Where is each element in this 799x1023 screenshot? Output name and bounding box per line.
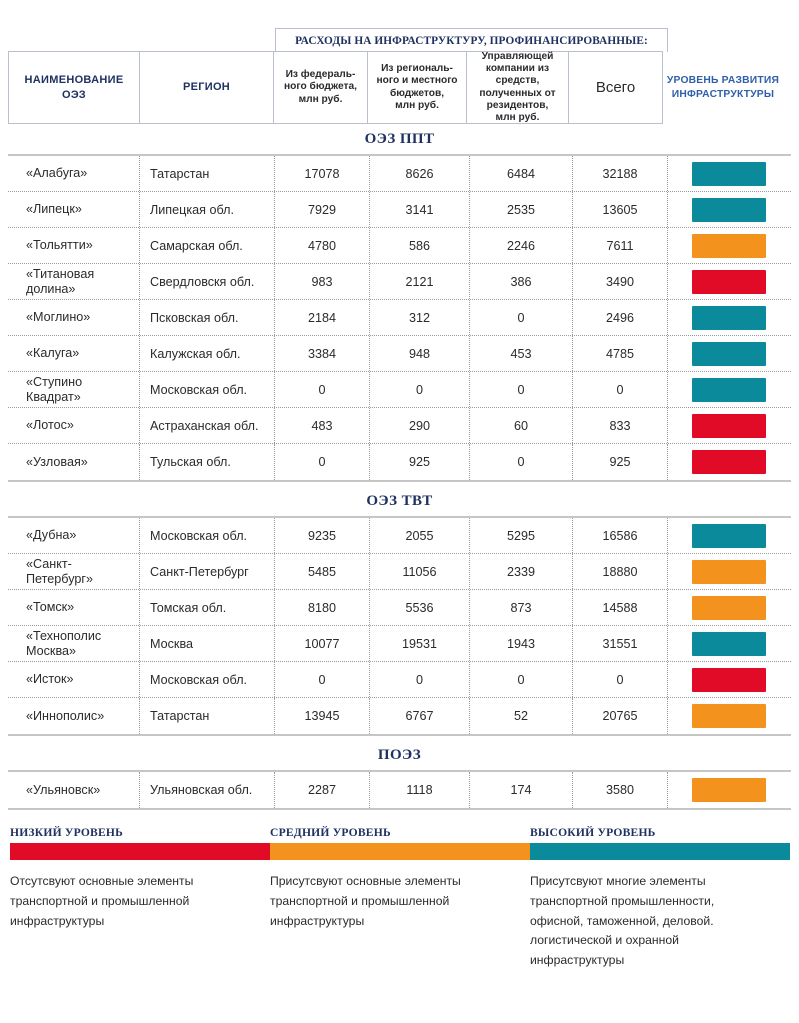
cell-zone-name: «Иннополис» bbox=[8, 698, 140, 734]
cell-management-company: 1943 bbox=[470, 626, 573, 661]
table-row[interactable] bbox=[8, 590, 791, 626]
cell-region: Татарстан bbox=[140, 156, 275, 191]
cell-management-company: 2339 bbox=[470, 554, 573, 589]
cell-region: Татарстан bbox=[140, 698, 275, 734]
cell-total: 18880 bbox=[573, 554, 668, 589]
column-header-regional-line3: бюджетов, bbox=[389, 87, 445, 99]
level-indicator-bar bbox=[692, 632, 766, 656]
column-header-name bbox=[8, 51, 140, 124]
legend-title-1: НИЗКИЙ УРОВЕНЬ bbox=[10, 826, 123, 839]
table-row[interactable] bbox=[8, 156, 791, 192]
section-2 bbox=[0, 486, 799, 736]
column-header-regional-line2: ного и местного bbox=[376, 75, 458, 87]
cell-regional-budget: 8626 bbox=[370, 156, 470, 191]
table-row[interactable] bbox=[8, 554, 791, 590]
cell-infrastructure-level bbox=[668, 698, 790, 734]
section-title: ПОЭЗ bbox=[377, 746, 422, 763]
level-indicator-bar bbox=[692, 378, 766, 402]
column-header-company-line3: средств, bbox=[495, 75, 540, 87]
cell-federal-budget: 483 bbox=[275, 408, 370, 443]
column-header-region-label: РЕГИОН bbox=[182, 81, 231, 94]
level-indicator-bar bbox=[692, 560, 766, 584]
cell-federal-budget: 7929 bbox=[275, 192, 370, 227]
table-row[interactable] bbox=[8, 662, 791, 698]
cell-infrastructure-level bbox=[668, 518, 790, 553]
section-3 bbox=[0, 740, 799, 810]
cell-infrastructure-level bbox=[668, 228, 790, 263]
cell-regional-budget: 2055 bbox=[370, 518, 470, 553]
cell-regional-budget: 0 bbox=[370, 662, 470, 697]
cell-federal-budget: 2184 bbox=[275, 300, 370, 335]
cell-regional-budget: 19531 bbox=[370, 626, 470, 661]
legend bbox=[10, 826, 790, 982]
cell-infrastructure-level bbox=[668, 590, 790, 625]
column-header-federal-line2: ного бюджета, bbox=[284, 81, 357, 93]
cell-region: Санкт-Петербург bbox=[140, 554, 275, 589]
cell-infrastructure-level bbox=[668, 626, 790, 661]
cell-total: 3490 bbox=[573, 264, 668, 299]
level-indicator-bar bbox=[692, 414, 766, 438]
cell-total: 3580 bbox=[573, 772, 668, 808]
legend-description-2: Присутсвуют основные элементы транспортной и промышленной инфраструктуры bbox=[270, 874, 461, 928]
section-table bbox=[8, 770, 791, 810]
cell-regional-budget: 6767 bbox=[370, 698, 470, 734]
cell-region: Липецкая обл. bbox=[140, 192, 275, 227]
spanning-header-financed-expenses bbox=[275, 28, 668, 52]
table-row[interactable] bbox=[8, 698, 791, 734]
cell-federal-budget: 17078 bbox=[275, 156, 370, 191]
cell-management-company: 0 bbox=[470, 662, 573, 697]
column-header-level-line2: ИНФРАСТРУКТУРЫ bbox=[671, 88, 775, 100]
column-header-name-line2: ОЭЗ bbox=[61, 88, 86, 101]
cell-total: 4785 bbox=[573, 336, 668, 371]
cell-federal-budget: 0 bbox=[275, 372, 370, 407]
cell-management-company: 5295 bbox=[470, 518, 573, 553]
cell-region: Тульская обл. bbox=[140, 444, 275, 480]
cell-total: 31551 bbox=[573, 626, 668, 661]
table-row[interactable] bbox=[8, 264, 791, 300]
table-row[interactable] bbox=[8, 772, 791, 808]
level-indicator-bar bbox=[692, 704, 766, 728]
column-header-management-company bbox=[466, 51, 569, 124]
cell-federal-budget: 4780 bbox=[275, 228, 370, 263]
cell-regional-budget: 3141 bbox=[370, 192, 470, 227]
table-row[interactable] bbox=[8, 408, 791, 444]
cell-regional-budget: 925 bbox=[370, 444, 470, 480]
level-indicator-bar bbox=[692, 270, 766, 294]
legend-swatch-1 bbox=[10, 843, 270, 860]
level-indicator-bar bbox=[692, 524, 766, 548]
legend-swatch-2 bbox=[270, 843, 530, 860]
column-header-level-line1: УРОВЕНЬ РАЗВИТИЯ bbox=[666, 74, 780, 86]
section-title: ОЭЗ ТВТ bbox=[366, 492, 433, 509]
table-row[interactable] bbox=[8, 518, 791, 554]
cell-total: 0 bbox=[573, 662, 668, 697]
cell-federal-budget: 8180 bbox=[275, 590, 370, 625]
level-indicator-bar bbox=[692, 668, 766, 692]
cell-zone-name: «Томск» bbox=[8, 590, 140, 625]
cell-regional-budget: 0 bbox=[370, 372, 470, 407]
column-header-region bbox=[139, 51, 274, 124]
level-indicator-bar bbox=[692, 450, 766, 474]
cell-management-company: 52 bbox=[470, 698, 573, 734]
cell-management-company: 453 bbox=[470, 336, 573, 371]
column-header-row bbox=[8, 51, 790, 124]
cell-infrastructure-level bbox=[668, 772, 790, 808]
cell-region: Свердловскя обл. bbox=[140, 264, 275, 299]
cell-regional-budget: 290 bbox=[370, 408, 470, 443]
cell-region: Ульяновская обл. bbox=[140, 772, 275, 808]
cell-total: 833 bbox=[573, 408, 668, 443]
column-header-federal-budget bbox=[273, 51, 368, 124]
table-row[interactable] bbox=[8, 336, 791, 372]
cell-infrastructure-level bbox=[668, 408, 790, 443]
cell-total: 925 bbox=[573, 444, 668, 480]
cell-zone-name: «Моглино» bbox=[8, 300, 140, 335]
cell-region: Калужская обл. bbox=[140, 336, 275, 371]
column-header-total bbox=[568, 51, 663, 124]
table-row[interactable] bbox=[8, 300, 791, 336]
cell-regional-budget: 2121 bbox=[370, 264, 470, 299]
column-header-regional-line1: Из региональ- bbox=[381, 63, 453, 75]
legend-swatch-3 bbox=[530, 843, 790, 860]
cell-zone-name: «Дубна» bbox=[8, 518, 140, 553]
legend-title-3: ВЫСОКИЙ УРОВЕНЬ bbox=[530, 826, 656, 839]
cell-regional-budget: 948 bbox=[370, 336, 470, 371]
column-header-company-line6: млн руб. bbox=[495, 111, 540, 123]
cell-region: Псковская обл. bbox=[140, 300, 275, 335]
column-header-federal-line1: Из федераль- bbox=[285, 69, 356, 81]
cell-regional-budget: 1118 bbox=[370, 772, 470, 808]
level-indicator-bar bbox=[692, 778, 766, 802]
column-header-infrastructure-level bbox=[662, 51, 784, 124]
cell-total: 7611 bbox=[573, 228, 668, 263]
cell-federal-budget: 9235 bbox=[275, 518, 370, 553]
cell-federal-budget: 10077 bbox=[275, 626, 370, 661]
column-header-name-line1: НАИМЕНОВАНИЕ bbox=[24, 73, 124, 86]
cell-infrastructure-level bbox=[668, 156, 790, 191]
cell-total: 13605 bbox=[573, 192, 668, 227]
legend-title-2: СРЕДНИЙ УРОВЕНЬ bbox=[270, 826, 391, 839]
cell-infrastructure-level bbox=[668, 444, 790, 480]
cell-infrastructure-level bbox=[668, 554, 790, 589]
cell-zone-name: «Узловая» bbox=[8, 444, 140, 480]
section-table bbox=[8, 516, 791, 736]
cell-infrastructure-level bbox=[668, 264, 790, 299]
cell-regional-budget: 586 bbox=[370, 228, 470, 263]
cell-federal-budget: 983 bbox=[275, 264, 370, 299]
cell-zone-name: «Технополис Москва» bbox=[8, 626, 140, 661]
cell-management-company: 0 bbox=[470, 444, 573, 480]
cell-federal-budget: 5485 bbox=[275, 554, 370, 589]
cell-infrastructure-level bbox=[668, 192, 790, 227]
cell-federal-budget: 13945 bbox=[275, 698, 370, 734]
cell-region: Астраханская обл. bbox=[140, 408, 275, 443]
level-indicator-bar bbox=[692, 342, 766, 366]
cell-zone-name: «Липецк» bbox=[8, 192, 140, 227]
cell-management-company: 0 bbox=[470, 372, 573, 407]
level-indicator-bar bbox=[692, 306, 766, 330]
spanning-header-label: РАСХОДЫ НА ИНФРАСТРУКТУРУ, ПРОФИНАНСИРОВАННЫЕ: bbox=[295, 34, 648, 47]
table-row[interactable] bbox=[8, 372, 791, 408]
cell-management-company: 386 bbox=[470, 264, 573, 299]
cell-infrastructure-level bbox=[668, 662, 790, 697]
cell-zone-name: «Калуга» bbox=[8, 336, 140, 371]
cell-management-company: 873 bbox=[470, 590, 573, 625]
cell-zone-name: «Лотос» bbox=[8, 408, 140, 443]
legend-titles bbox=[10, 826, 790, 843]
cell-region: Московская обл. bbox=[140, 372, 275, 407]
level-indicator-bar bbox=[692, 596, 766, 620]
table-row[interactable] bbox=[8, 444, 791, 480]
cell-zone-name: «Титановая долина» bbox=[8, 264, 140, 299]
cell-management-company: 6484 bbox=[470, 156, 573, 191]
legend-description-1: Отсутсвуют основные элементы транспортной и промышленной инфраструктуры bbox=[10, 874, 194, 928]
cell-total: 16586 bbox=[573, 518, 668, 553]
cell-total: 20765 bbox=[573, 698, 668, 734]
cell-management-company: 2535 bbox=[470, 192, 573, 227]
cell-zone-name: «Исток» bbox=[8, 662, 140, 697]
cell-region: Московская обл. bbox=[140, 662, 275, 697]
cell-zone-name: «Алабуга» bbox=[8, 156, 140, 191]
cell-federal-budget: 0 bbox=[275, 444, 370, 480]
section-title: ОЭЗ ППТ bbox=[364, 130, 435, 147]
section-1 bbox=[0, 124, 799, 482]
column-header-company-line5: резидентов, bbox=[486, 99, 549, 111]
cell-management-company: 174 bbox=[470, 772, 573, 808]
cell-total: 0 bbox=[573, 372, 668, 407]
legend-description-3: Присутсвуют многие элементы транспортной промышленности, офисной, таможенной, деловой. логистической и охранной инфраструктуры bbox=[530, 874, 715, 968]
cell-zone-name: «Ступино Квадрат» bbox=[8, 372, 140, 407]
cell-total: 14588 bbox=[573, 590, 668, 625]
column-header-federal-line3: млн руб. bbox=[298, 93, 343, 105]
cell-regional-budget: 312 bbox=[370, 300, 470, 335]
column-header-company-line4: полученных от bbox=[479, 87, 556, 99]
column-header-regional-line4: млн руб. bbox=[395, 99, 439, 111]
cell-management-company: 60 bbox=[470, 408, 573, 443]
legend-descriptions bbox=[10, 872, 790, 982]
cell-management-company: 0 bbox=[470, 300, 573, 335]
column-header-company-line2: компании из bbox=[485, 63, 550, 75]
cell-region: Москва bbox=[140, 626, 275, 661]
cell-zone-name: «Тольятти» bbox=[8, 228, 140, 263]
cell-infrastructure-level bbox=[668, 300, 790, 335]
table-row[interactable] bbox=[8, 626, 791, 662]
cell-zone-name: «Ульяновск» bbox=[8, 772, 140, 808]
cell-federal-budget: 0 bbox=[275, 662, 370, 697]
cell-federal-budget: 2287 bbox=[275, 772, 370, 808]
cell-region: Самарская обл. bbox=[140, 228, 275, 263]
cell-region: Томская обл. bbox=[140, 590, 275, 625]
level-indicator-bar bbox=[692, 234, 766, 258]
cell-regional-budget: 5536 bbox=[370, 590, 470, 625]
table-row[interactable] bbox=[8, 228, 791, 264]
cell-infrastructure-level bbox=[668, 372, 790, 407]
legend-color-bar bbox=[10, 843, 790, 860]
cell-federal-budget: 3384 bbox=[275, 336, 370, 371]
level-indicator-bar bbox=[692, 198, 766, 222]
cell-regional-budget: 11056 bbox=[370, 554, 470, 589]
column-header-company-line1: Управляющей bbox=[481, 50, 554, 62]
column-header-total-label: Всего bbox=[595, 79, 636, 96]
cell-management-company: 2246 bbox=[470, 228, 573, 263]
cell-total: 2496 bbox=[573, 300, 668, 335]
cell-infrastructure-level bbox=[668, 336, 790, 371]
section-table bbox=[8, 154, 791, 482]
level-indicator-bar bbox=[692, 162, 766, 186]
cell-total: 32188 bbox=[573, 156, 668, 191]
table-row[interactable] bbox=[8, 192, 791, 228]
column-header-regional-budget bbox=[367, 51, 467, 124]
cell-zone-name: «Санкт-Петербург» bbox=[8, 554, 140, 589]
cell-region: Московская обл. bbox=[140, 518, 275, 553]
